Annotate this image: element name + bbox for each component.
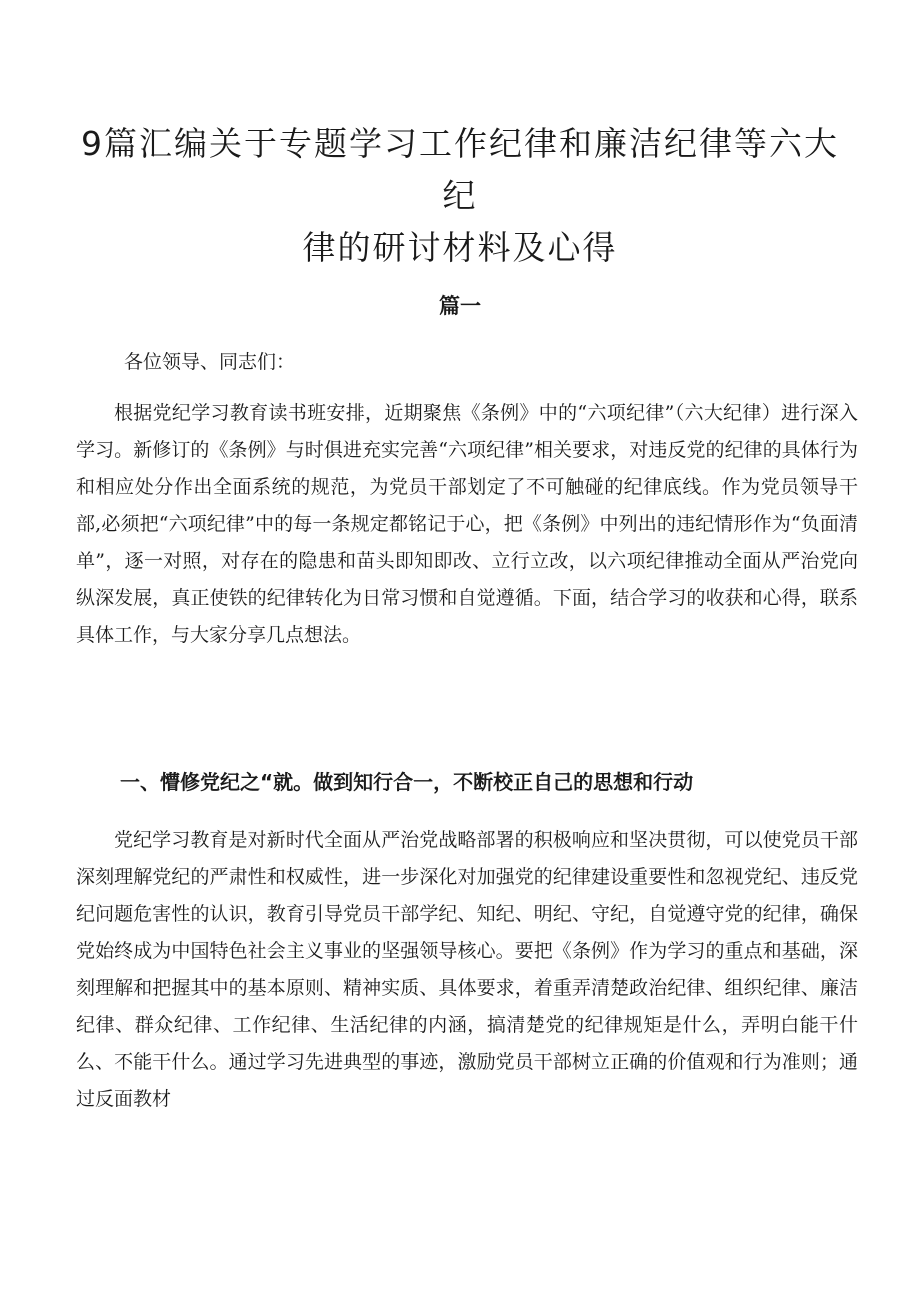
subheading-1: 一、懵修党纪之“就。做到知行合一，不断校正自己的思想和行动	[120, 770, 694, 794]
section-label: 篇一	[439, 294, 481, 318]
document-title	[70, 118, 850, 274]
body-paragraph-2: 党纪学习教育是对新时代全面从严治党战略部署的积极响应和坚决贯彻，可以使党员干部深刻理解党纪的严肃性和权威性，进一步深化对加强党的纪律建设重要性和忽视党纪、违反党纪问题危害性的认识，教育引导党员干部学纪、知纪、明纪、守纪，自觉遵守党的纪律，确保党始终成为中国特色社会主义事业的坚强领导核心。要把《条例》作为学习的重点和基础，深刻理解和把握其中的基本原则、精神实质、具体要求，着重弄清楚政治纪律、组织纪律、廉洁纪律、群众纪律、工作纪律、生活纪律的内涵，搞清楚党的纪律规矩是什么，弄明白能干什么、不能干什么。通过学习先进典型的事迹，激励党员干部树立正确的价值观和行为准则；通过反面教材	[76, 829, 858, 1110]
document-title-line-1: 9篇汇编关于专题学习工作纪律和廉洁纪律等六大纪	[81, 124, 839, 215]
salutation: 各位领导、同志们：	[124, 351, 296, 373]
body-paragraph-1: 根据党纪学习教育读书班安排，近期聚焦《条例》中的“六项纪律”（六大纪律）进行深入学习。新修订的《条例》与时俱进充实完善“六项纪律”相关要求，对违反党的纪律的具体行为和相应处分作出全面系统的规范，为党员干部划定了不可触碰的纪律底线。作为党员领导干部,必须把“六项纪律”中的每一条规定都铭记于心，把《条例》中列出的违纪情形作为“负面清单”，逐一对照，对存在的隐患和苗头即知即改、立行立改，以六项纪律推动全面从严治党向纵深发展，真正使铁的纪律转化为日常习惯和自觉遵循。下面，结合学习的收获和心得，联系具体工作，与大家分享几点想法。	[76, 402, 858, 646]
document-title-line-2: 律的研讨材料及心得	[302, 228, 618, 267]
